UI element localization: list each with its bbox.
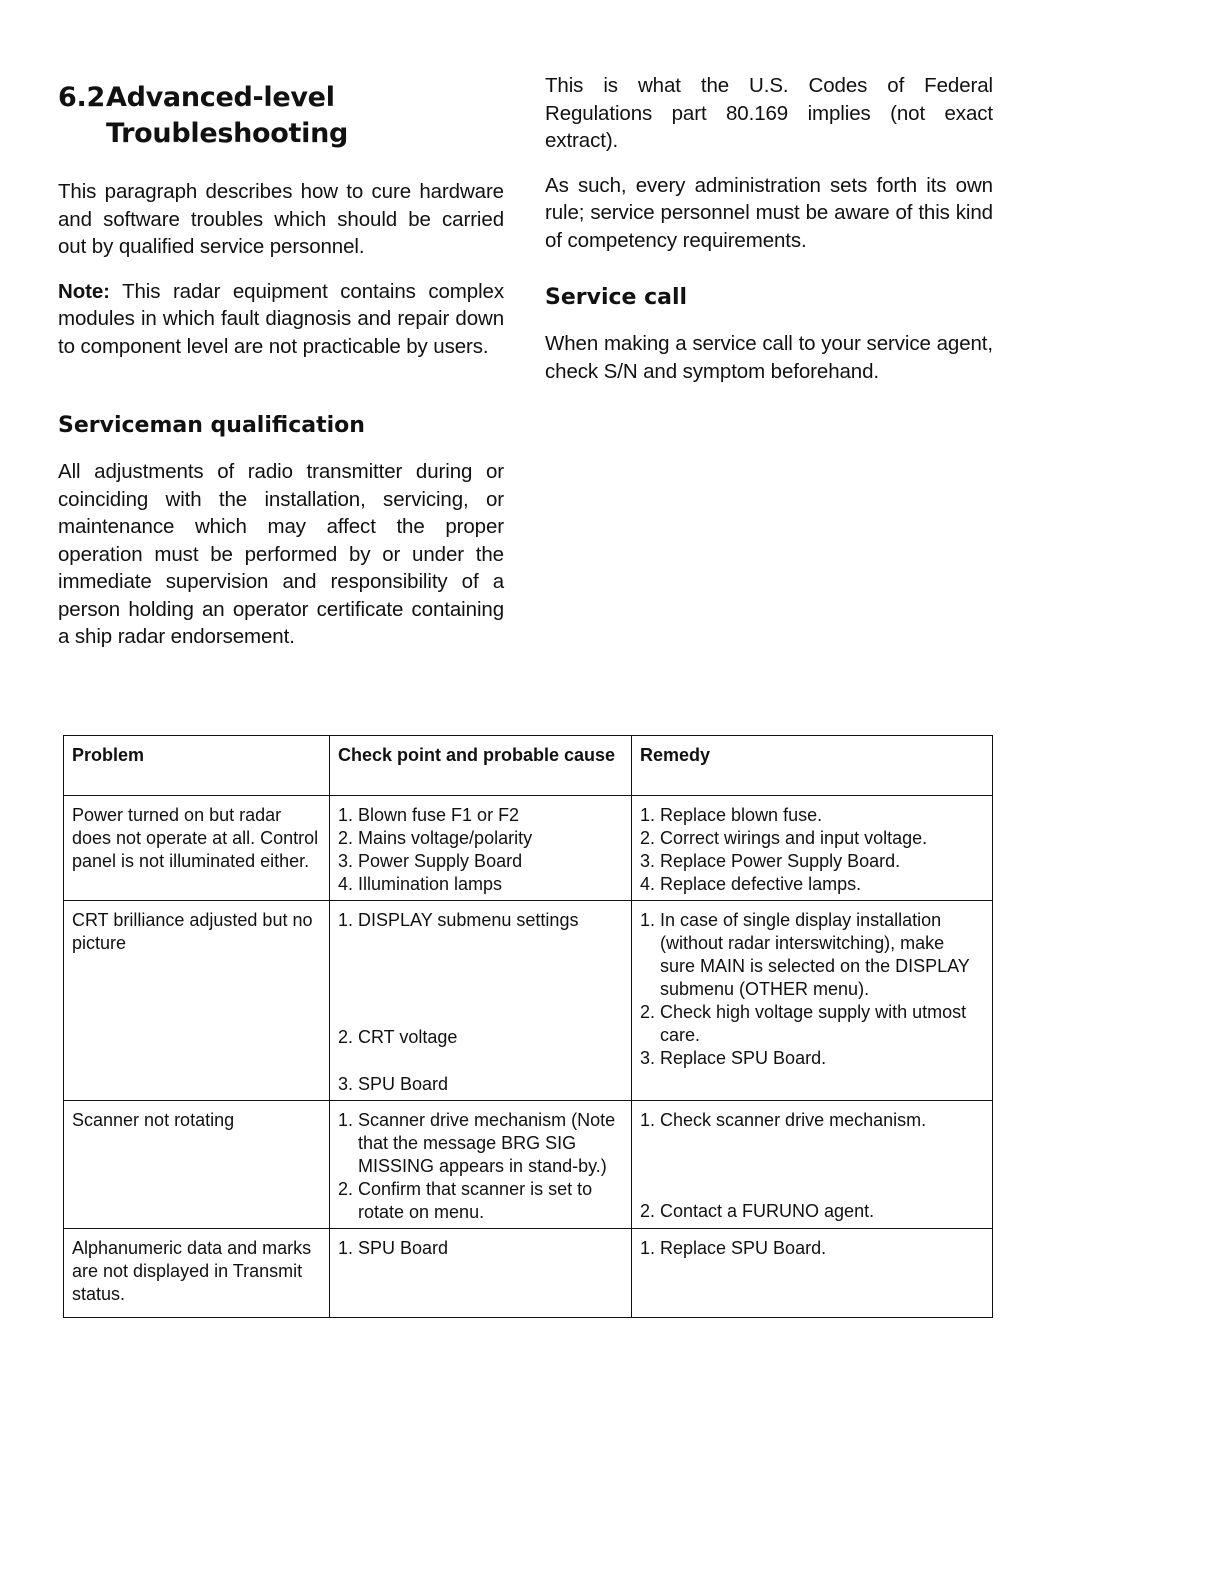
intro-paragraph: This paragraph describes how to cure hardware and software troubles which should be carried out by qualified service personnel. xyxy=(58,180,504,258)
check-cell xyxy=(330,1101,632,1229)
remedy-item: 3. Replace SPU Board. xyxy=(640,1048,827,1068)
remedy-item: 2. Contact a FURUNO agent. xyxy=(640,1201,875,1221)
note-text: This radar equipment contains complex modules in which fault diagnosis and repair down to component level are not practicable by users. xyxy=(58,279,504,358)
table-row xyxy=(64,1229,993,1318)
check-cell xyxy=(330,1229,632,1318)
service-call-heading: Service call xyxy=(545,285,688,310)
remedy-cell xyxy=(632,1229,993,1318)
right-column xyxy=(545,72,993,402)
serviceman-heading: Serviceman qualification xyxy=(58,413,365,438)
problem-cell: Power turned on but radar does not operate at all. Control panel is not illuminated either. xyxy=(64,796,330,901)
remedy-cell xyxy=(632,1101,993,1229)
table-row xyxy=(64,796,993,901)
table-row xyxy=(64,901,993,1101)
cfr-paragraph: This is what the U.S. Codes of Federal Regulations part 80.169 implies (not exact extract). xyxy=(545,74,993,152)
remedy-item: 1. Replace SPU Board. xyxy=(640,1238,827,1258)
troubleshooting-table xyxy=(63,735,993,1318)
remedy-item: 1. Check scanner drive mechanism. xyxy=(640,1110,927,1130)
check-cell xyxy=(330,901,632,1101)
table-row xyxy=(64,1101,993,1229)
section-title-line2: Troubleshooting xyxy=(106,118,349,149)
serviceman-paragraph: All adjustments of radio transmitter during or coinciding with the installation, servicing, or maintenance which may affect the proper operation must be performed by or under the immediate supervision and responsibility of a person holding an operator certificate containing a ship radar endorsement. xyxy=(58,460,504,648)
check-item: 3. Power Supply Board xyxy=(338,851,523,871)
check-item: 1. SPU Board xyxy=(338,1238,449,1258)
administration-paragraph: As such, every administration sets forth its own rule; service personnel must be aware of this kind of competency requirements. xyxy=(545,173,993,252)
check-item: 1. DISPLAY submenu settings xyxy=(338,910,579,930)
problem-cell: CRT brilliance adjusted but no picture xyxy=(64,901,330,1101)
check-item: 1. Blown fuse F1 or F2 xyxy=(338,805,520,825)
remedy-item: 1. In case of single display installation (without radar interswitching), make sure MAIN is selected on the DISPLAY submenu (OTHER menu). xyxy=(640,910,970,999)
check-item: 3. SPU Board xyxy=(338,1074,449,1094)
note-paragraph xyxy=(58,278,504,361)
remedy-item: 3. Replace Power Supply Board. xyxy=(640,851,901,871)
problem-cell: Alphanumeric data and marks are not displayed in Transmit status. xyxy=(64,1229,330,1318)
check-item: 2. Confirm that scanner is set to rotate on menu. xyxy=(338,1179,593,1222)
check-item: 1. Scanner drive mechanism (Note that the message BRG SIG MISSING appears in stand-by.) xyxy=(338,1110,616,1176)
table-header-row xyxy=(64,736,993,796)
check-item: 4. Illumination lamps xyxy=(338,874,503,894)
check-item: 2. Mains voltage/polarity xyxy=(338,828,533,848)
section-title xyxy=(58,80,504,152)
remedy-cell xyxy=(632,901,993,1101)
header-check-point: Check point and probable cause xyxy=(330,736,632,796)
check-cell xyxy=(330,796,632,901)
section-number: 6.2 xyxy=(58,82,105,113)
check-item: 2. CRT voltage xyxy=(338,1027,458,1047)
section-title-text xyxy=(106,80,504,152)
service-call-paragraph: When making a service call to your service agent, check S/N and symptom beforehand. xyxy=(545,332,993,383)
note-label: Note: xyxy=(58,279,110,303)
problem-cell: Scanner not rotating xyxy=(64,1101,330,1229)
header-remedy: Remedy xyxy=(632,736,993,796)
header-problem: Problem xyxy=(64,736,330,796)
remedy-item: 1. Replace blown fuse. xyxy=(640,805,823,825)
remedy-item: 2. Check high voltage supply with utmost care. xyxy=(640,1002,967,1045)
left-column xyxy=(58,80,504,668)
remedy-item: 2. Correct wirings and input voltage. xyxy=(640,828,928,848)
section-title-line1: Advanced-level xyxy=(106,82,335,113)
remedy-item: 4. Replace defective lamps. xyxy=(640,874,862,894)
remedy-cell xyxy=(632,796,993,901)
